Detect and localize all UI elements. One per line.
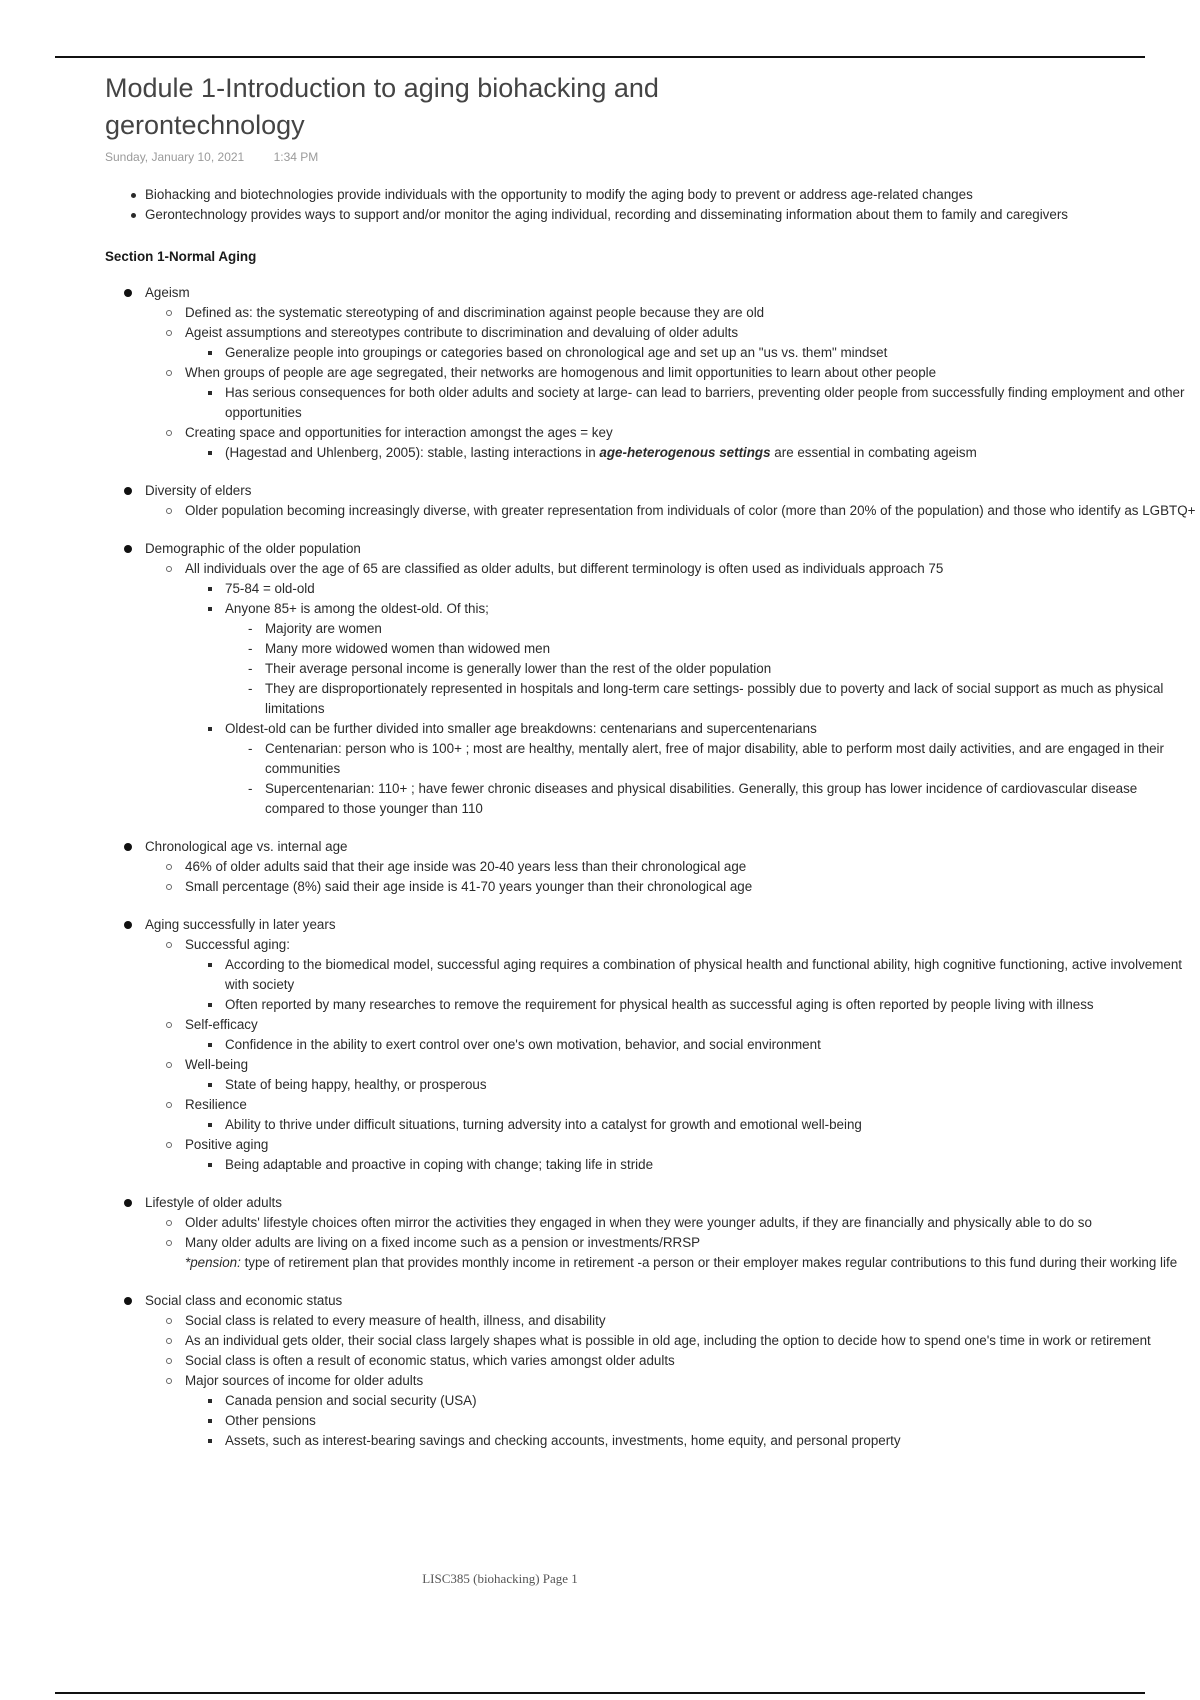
section-heading: Section 1-Normal Aging [105, 249, 257, 264]
list-item: - They are disproportionately represented in hospitals and long-term care settings- possibly due to poverty and lack of social support as much as physical limitations [0, 679, 1200, 719]
topic-label: Lifestyle of older adults [0, 1193, 1200, 1213]
list-item: Older population becoming increasingly diverse, with greater representation from individuals of color (more than 20% of the population) and those who identify as LGBTQ+ [0, 501, 1200, 521]
list-item: - Centenarian: person who is 100+ ; most are healthy, mentally alert, free of major disability, able to perform most daily activities, and are engaged in their communities [0, 739, 1200, 779]
list-item: As an individual gets older, their social class largely shapes what is possible in old age, including the option to decide how to spend one's time in work or retirement [0, 1331, 1200, 1351]
topic-label: Demographic of the older population [0, 539, 1200, 559]
list-item: - Supercentenarian: 110+ ; have fewer chronic diseases and physical disabilities. Generally, this group has lower incidence of cardiovascular disease compared to those younger than 110 [0, 779, 1200, 819]
list-item [0, 443, 1200, 463]
list-item: Social class is often a result of economic status, which varies amongst older adults [0, 1351, 1200, 1371]
list-item: Ability to thrive under difficult situations, turning adversity into a catalyst for growth and emotional well-being [0, 1115, 1200, 1135]
topic-chronological-age [0, 837, 1200, 897]
list-item: According to the biomedical model, successful aging requires a combination of physical health and functional ability, high cognitive functioning, active involvement with society [0, 955, 1200, 995]
list-item: - Majority are women [0, 619, 1200, 639]
topic-demographic [0, 539, 1200, 819]
list-item: Self-efficacy [0, 1015, 1200, 1035]
citation-text: (Hagestad and Uhlenberg, 2005): stable, lasting interactions in [225, 445, 600, 460]
topic-label: Aging successfully in later years [0, 915, 1200, 935]
list-item: 75-84 = old-old [0, 579, 1200, 599]
list-item: Small percentage (8%) said their age inside is 41-70 years younger than their chronological age [0, 877, 1200, 897]
pension-note [0, 1253, 1200, 1273]
list-item: All individuals over the age of 65 are classified as older adults, but different terminology is often used as individuals approach 75 [0, 559, 1200, 579]
list-item: Defined as: the systematic stereotyping of and discrimination against people because they are old [0, 303, 1200, 323]
note-definition: type of retirement plan that provides monthly income in retirement -a person or their employer makes regular contributions to this fund during their working life [240, 1255, 1178, 1270]
topic-successful-aging [0, 915, 1200, 1175]
page-footer: LISC385 (biohacking) Page 1 [422, 1571, 578, 1586]
page-meta [105, 150, 344, 164]
list-item: Generalize people into groupings or categories based on chronological age and set up an "us vs. them" mindset [0, 343, 1200, 363]
list-item: Assets, such as interest-bearing savings and checking accounts, investments, home equity, and personal property [0, 1431, 1200, 1451]
topic-lifestyle [0, 1193, 1200, 1273]
topic-label: Ageism [0, 283, 1200, 303]
top-rule [55, 56, 1145, 58]
list-item: Resilience [0, 1095, 1200, 1115]
list-item: Social class is related to every measure of health, illness, and disability [0, 1311, 1200, 1331]
intro-list [0, 185, 1200, 225]
note-term: *pension: [185, 1255, 241, 1270]
list-item: Confidence in the ability to exert control over one's own motivation, behavior, and social environment [0, 1035, 1200, 1055]
list-item: Other pensions [0, 1411, 1200, 1431]
list-item: Has serious consequences for both older adults and society at large- can lead to barriers, preventing older people from successfully finding employment and other opportunities [0, 383, 1200, 423]
time-stamp: 1:34 PM [273, 150, 319, 164]
topic-label: Chronological age vs. internal age [0, 837, 1200, 857]
intro-bullet: Biohacking and biotechnologies provide individuals with the opportunity to modify the aging body to prevent or address age-related changes [0, 185, 1200, 205]
topic-ageism [0, 283, 1200, 463]
list-item: Older adults' lifestyle choices often mirror the activities they engaged in when they were younger adults, if they are financially and physically able to do so [0, 1213, 1200, 1233]
list-item: Being adaptable and proactive in coping with change; taking life in stride [0, 1155, 1200, 1175]
topic-diversity [0, 481, 1200, 521]
intro-bullet: Gerontechnology provides ways to support and/or monitor the aging individual, recording and disseminating information about them to family and caregivers [0, 205, 1200, 225]
list-item: Many older adults are living on a fixed income such as a pension or investments/RRSP [0, 1233, 1200, 1253]
list-item: - Many more widowed women than widowed men [0, 639, 1200, 659]
bottom-rule [55, 1692, 1145, 1694]
date-stamp: Sunday, January 10, 2021 [105, 150, 245, 164]
list-item: Anyone 85+ is among the oldest-old. Of this; [0, 599, 1200, 619]
list-item: Successful aging: [0, 935, 1200, 955]
list-item: 46% of older adults said that their age inside was 20-40 years less than their chronological age [0, 857, 1200, 877]
list-item: Often reported by many researches to remove the requirement for physical health as successful aging is often reported by people living with illness [0, 995, 1200, 1015]
list-item: Creating space and opportunities for interaction amongst the ages = key [0, 423, 1200, 443]
list-item: Oldest-old can be further divided into smaller age breakdowns: centenarians and supercentenarians [0, 719, 1200, 739]
citation-text-end: are essential in combating ageism [770, 445, 977, 460]
list-item: When groups of people are age segregated, their networks are homogenous and limit opportunities to learn about other people [0, 363, 1200, 383]
topic-label: Social class and economic status [0, 1291, 1200, 1311]
note-body [0, 185, 1200, 1525]
list-item: - Their average personal income is generally lower than the rest of the older population [0, 659, 1200, 679]
list-item: Canada pension and social security (USA) [0, 1391, 1200, 1411]
topic-label: Diversity of elders [0, 481, 1200, 501]
emphasis-text: age-heterogenous settings [599, 445, 771, 460]
page-title: Module 1-Introduction to aging biohacking and gerontechnology [105, 73, 659, 140]
list-item: Ageist assumptions and stereotypes contribute to discrimination and devaluing of older adults [0, 323, 1200, 343]
list-item: State of being happy, healthy, or prosperous [0, 1075, 1200, 1095]
topic-social-class [0, 1291, 1200, 1451]
list-item: Major sources of income for older adults [0, 1371, 1200, 1391]
list-item: Positive aging [0, 1135, 1200, 1155]
list-item: Well-being [0, 1055, 1200, 1075]
